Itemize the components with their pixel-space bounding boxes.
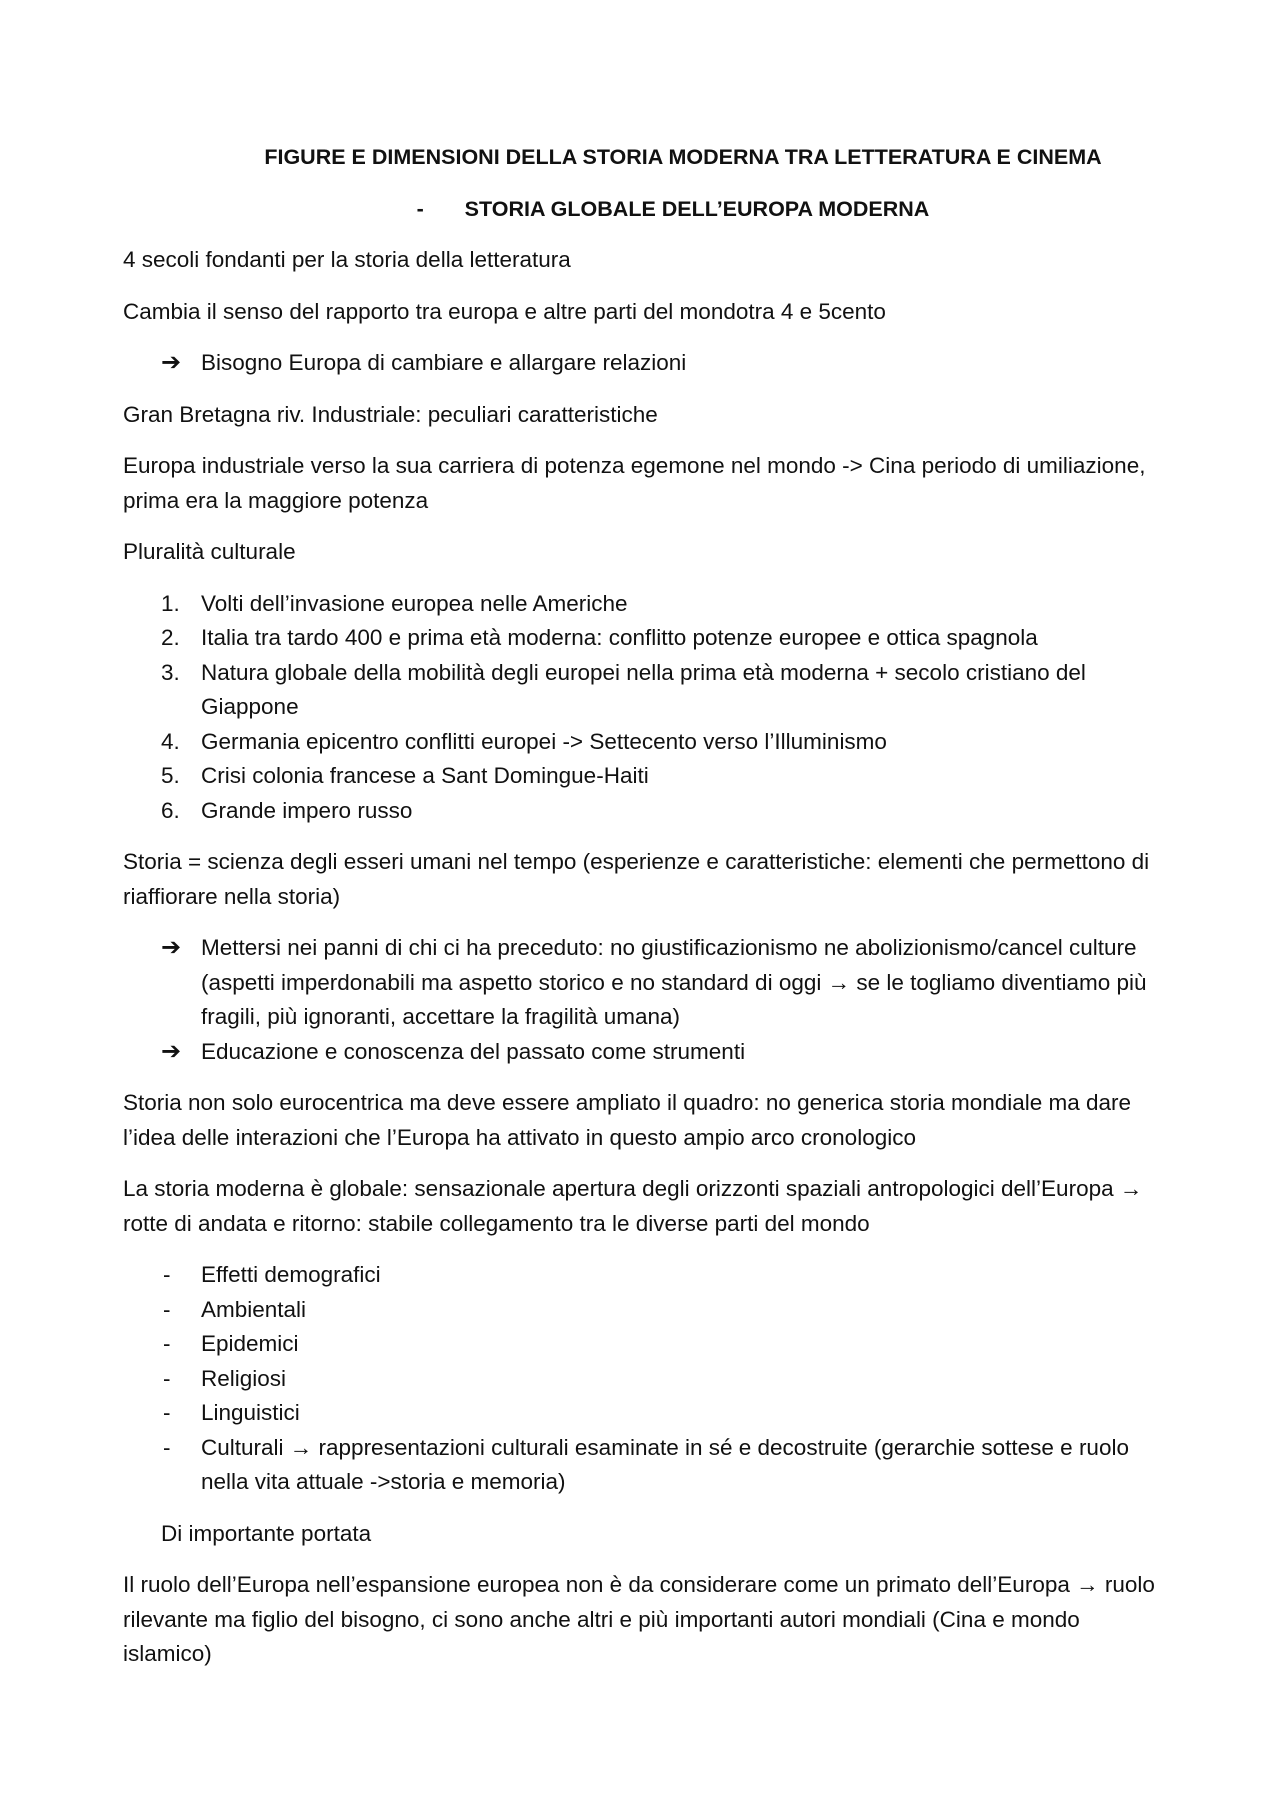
list-item-text: Mettersi nei panni di chi ci ha preceduto: no giustificazionismo ne abolizionismo/cancel culture (aspetti imperdonabili ma aspetto storico e no standard di oggi → se le togliamo diventiamo più fragili, più ignoranti, accettare la fragilità umana) xyxy=(201,935,1147,1029)
list-item-text: Effetti demografici xyxy=(201,1262,381,1287)
item-number: 1. xyxy=(161,590,180,616)
paragraph-5: Pluralità culturale xyxy=(123,539,296,564)
page-title: FIGURE E DIMENSIONI DELLA STORIA MODERNA TRA LETTERATURA E CINEMA xyxy=(264,145,1102,169)
dash-list-item xyxy=(123,1258,1163,1293)
arrow-list-1 xyxy=(123,346,1163,381)
paragraph-3: Gran Bretagna riv. Industriale: peculiari caratteristiche xyxy=(123,401,658,427)
numbered-item xyxy=(123,725,1163,760)
list-item-text: Germania epicentro conflitti europei -> Settecento verso l’Illuminismo xyxy=(201,728,887,754)
subtitle-text: STORIA GLOBALE DELL’EUROPA MODERNA xyxy=(464,196,930,221)
numbered-list xyxy=(123,587,1163,829)
arrow-list-2 xyxy=(123,931,1163,1069)
arrow-right-icon: ➔ xyxy=(161,934,182,961)
item-number: 4. xyxy=(161,728,180,754)
dash-bullet: - xyxy=(163,1262,171,1287)
item-number: 6. xyxy=(161,797,180,823)
paragraph-1: 4 secoli fondanti per la storia della letteratura xyxy=(123,247,571,272)
list-item-text: Educazione e conoscenza del passato come strumenti xyxy=(201,1038,746,1064)
paragraph-2: Cambia il senso del rapporto tra europa e altre parti del mondotra 4 e 5cento xyxy=(123,298,886,324)
item-number: 5. xyxy=(161,763,180,788)
paragraph-10: Il ruolo dell’Europa nell’espansione europea non è da considerare come un primato dell’Europa → ruolo rilevante ma figlio del bisogno, ci sono anche altri e più importanti autori mondiali (Cina e mondo islamico) xyxy=(123,1572,1155,1666)
dash-list-item xyxy=(123,1327,1163,1362)
arrow-list-item xyxy=(123,931,1163,1035)
list-item-text: Italia tra tardo 400 e prima età moderna: conflitto potenze europee e ottica spagnola xyxy=(201,625,1038,650)
arrow-list-item xyxy=(123,1035,1163,1070)
list-item-text: Bisogno Europa di cambiare e allargare relazioni xyxy=(201,350,687,375)
dash-bullet: - xyxy=(163,1296,171,1322)
item-number: 2. xyxy=(161,625,180,650)
paragraph-9: Di importante portata xyxy=(161,1520,372,1546)
dash-list xyxy=(123,1258,1163,1500)
paragraph-4: Europa industriale verso la sua carriera di potenza egemone nel mondo -> Cina periodo di umiliazione, prima era la maggiore potenza xyxy=(123,453,1146,513)
dash-list-item xyxy=(123,1362,1163,1397)
list-item-text: Ambientali xyxy=(201,1296,307,1322)
list-item-text: Religiosi xyxy=(201,1365,287,1391)
paragraph-7: Storia non solo eurocentrica ma deve essere ampliato il quadro: no generica storia mondiale ma dare l’idea delle interazioni che l’Europa ha attivato in questo ampio arco cronologico xyxy=(123,1090,1132,1150)
dash-list-item xyxy=(123,1431,1163,1500)
dash-bullet: - xyxy=(163,1331,171,1356)
arrow-list-item xyxy=(123,346,1163,381)
list-item-text: Epidemici xyxy=(201,1331,299,1356)
dash-list-item xyxy=(123,1396,1163,1431)
list-item-text: Natura globale della mobilità degli europei nella prima età moderna + secolo cristiano del Giappone xyxy=(201,659,1086,719)
numbered-item xyxy=(123,587,1163,622)
list-item-text: Culturali → rappresentazioni culturali esaminate in sé e decostruite (gerarchie sottese e ruolo nella vita attuale ->storia e memoria) xyxy=(201,1434,1129,1494)
dash-bullet: - xyxy=(163,1365,171,1391)
item-number: 3. xyxy=(161,659,180,685)
arrow-right-icon: ➔ xyxy=(161,1037,182,1065)
arrow-right-icon: ➔ xyxy=(161,349,182,376)
document-body xyxy=(123,140,1163,1689)
dash-bullet: - xyxy=(163,1434,171,1460)
paragraph-6: Storia = scienza degli esseri umani nel tempo (esperienze e caratteristiche: elementi che permettono di riaffiorare nella storia) xyxy=(123,849,1150,909)
list-item-text: Crisi colonia francese a Sant Domingue-Haiti xyxy=(201,763,649,788)
numbered-item xyxy=(123,621,1163,656)
subtitle-dash: - xyxy=(416,196,424,221)
dash-bullet: - xyxy=(163,1400,171,1425)
numbered-item xyxy=(123,759,1163,794)
paragraph-8: La storia moderna è globale: sensazionale apertura degli orizzonti spaziali antropologici dell’Europa → rotte di andata e ritorno: stabile collegamento tra le diverse parti del mondo xyxy=(123,1176,1143,1236)
list-item-text: Linguistici xyxy=(201,1400,300,1425)
numbered-item xyxy=(123,656,1163,725)
page-subtitle xyxy=(123,192,1163,227)
numbered-item xyxy=(123,794,1163,829)
list-item-text: Grande impero russo xyxy=(201,797,413,823)
list-item-text: Volti dell’invasione europea nelle Americhe xyxy=(201,590,628,616)
dash-list-item xyxy=(123,1293,1163,1328)
